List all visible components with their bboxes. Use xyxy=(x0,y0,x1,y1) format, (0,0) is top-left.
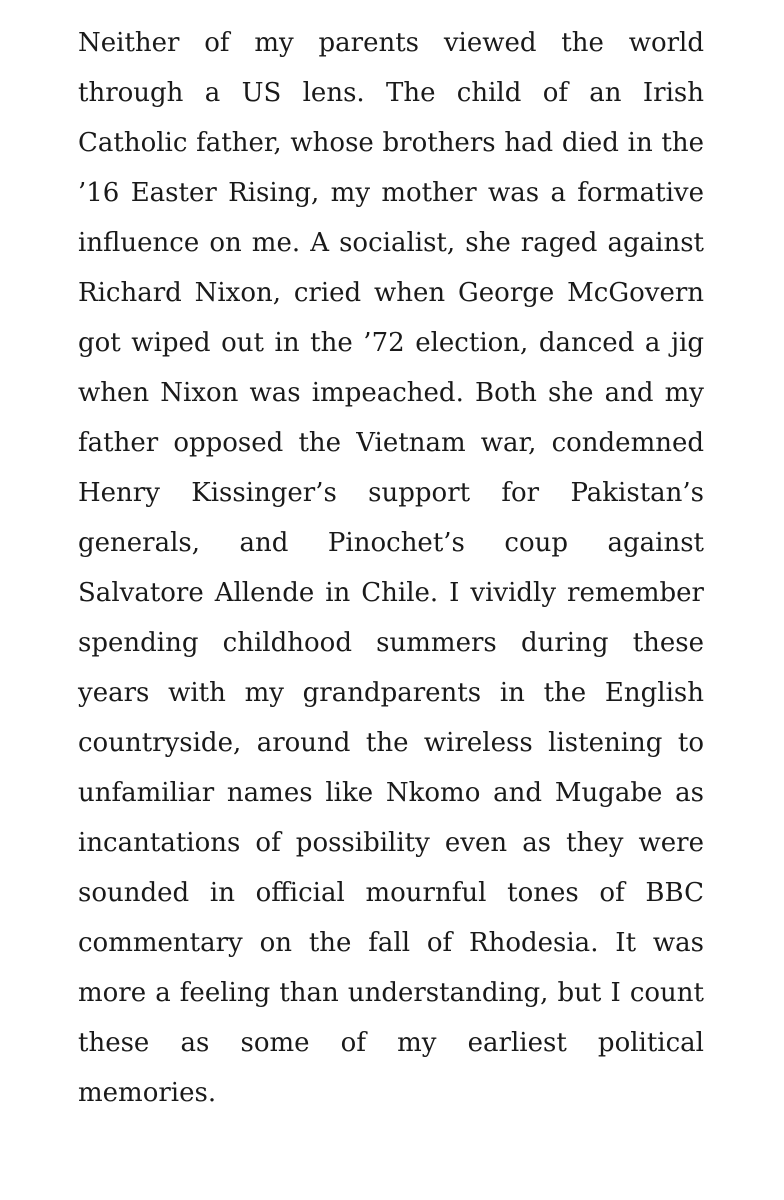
body-paragraph: Neither of my parents viewed the world through a US lens. The child of an Irish Catholic father, whose brothers had died in the ’16 Easter Rising, my mother was a formative influence on me. A socialist, she raged against Richard Nixon, cried when George McGovern got wiped out in the ’72 election, danced a jig when Nixon was impeached. Both she and my father opposed the Vietnam war, condemned Henry Kissinger’s support for Pakistan’s generals, and Pinochet’s coup against Salvatore Allende in Chile. I vividly remember spending childhood summers during these years with my grandparents in the English countryside, around the wireless listening to unfamiliar names like Nkomo and Mugabe as incantations of possibility even as they were sounded in official mournful tones of BBC commentary on the fall of Rhodesia. It was more a feeling than understanding, but I count these as some of my earliest political memories. xyxy=(78,28,704,1108)
